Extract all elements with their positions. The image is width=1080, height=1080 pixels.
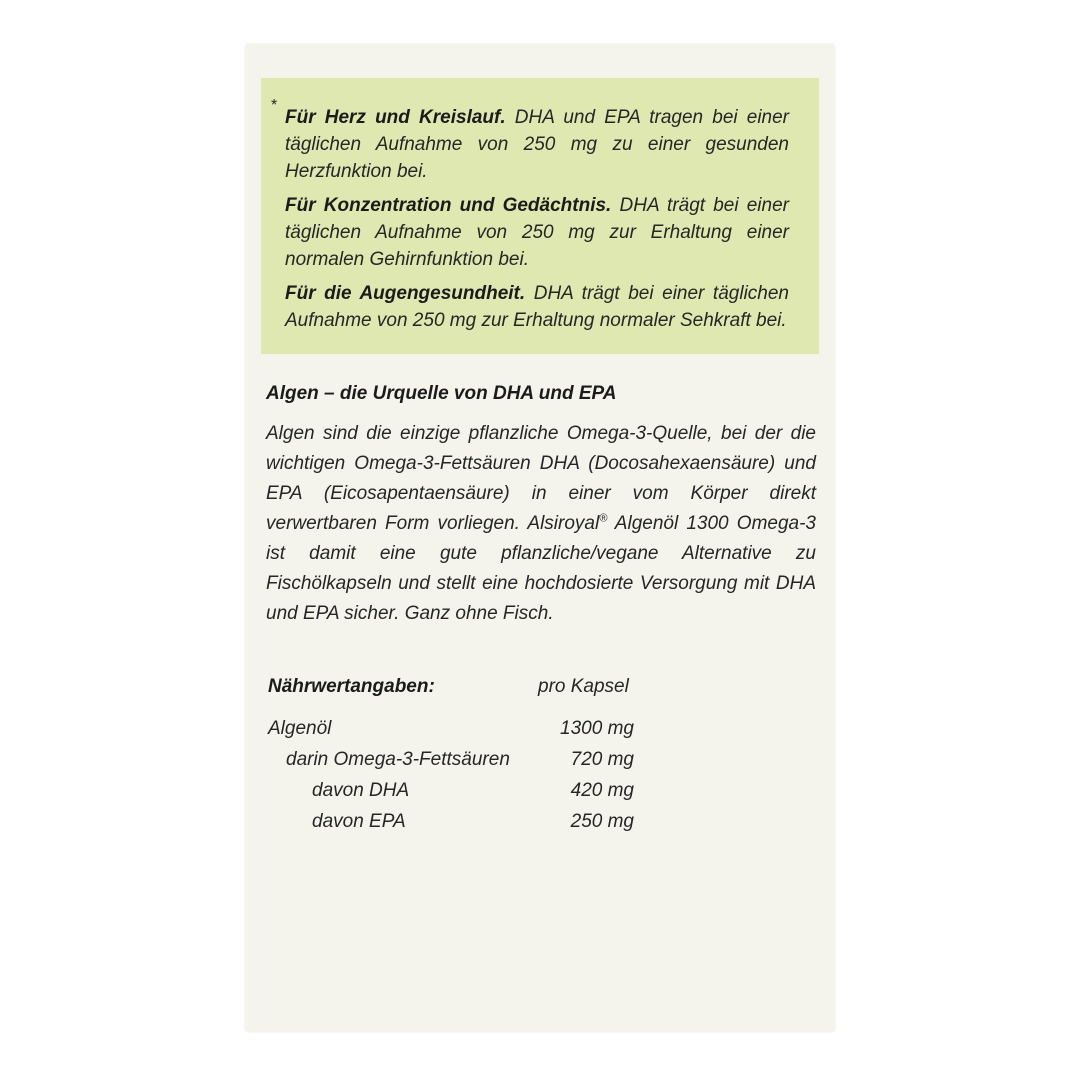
registered-trademark-mark: ® <box>599 512 608 525</box>
per-capsule-header: pro Kapsel <box>538 676 629 697</box>
nutrition-row <box>268 811 638 842</box>
claim-text: DHA trägt bei einer täglichen Aufnahme von 250 mg zur Erhaltung einer normalen Gehirnfunktion bei. <box>285 195 789 270</box>
algae-description-part2: Algenöl 1300 Omega-3 ist damit eine gute pflanzliche/vegane Alternative zu Fischölkapseln und stellt eine hochdosierte Versorgung mit DHA und EPA sicher. Ganz ohne Fisch. <box>266 513 816 624</box>
algae-description-part1: Algen sind die einzige pflanzliche Omega-3-Quelle, bei der die wichtigen Omega-3-Fettsäuren DHA (Docosahexaensäure) und EPA (Eicosapentaensäure) in einer vom Körper direkt verwertbaren Form vorliegen. Alsiroyal <box>266 423 816 534</box>
algae-heading: Algen – die Urquelle von DHA und EPA <box>266 383 617 404</box>
product-info-card <box>245 44 835 1032</box>
nutrient-value: 1300 mg <box>560 718 634 739</box>
claim-title: Für die Augengesundheit. <box>285 283 526 304</box>
claim-title: Für Herz und Kreislauf. <box>285 107 506 128</box>
claim-eyes <box>285 280 789 334</box>
claim-text: DHA und EPA tragen bei einer täglichen Aufnahme von 250 mg zu einer gesunden Herzfunktion bei. <box>285 107 790 182</box>
footnote-asterisk: * <box>271 97 278 114</box>
nutrition-table <box>268 676 638 842</box>
nutrient-name: davon EPA <box>312 811 406 832</box>
nutrition-row <box>268 749 638 780</box>
nutrition-row <box>268 718 638 749</box>
nutrient-name: Algenöl <box>268 718 332 739</box>
nutrient-value: 250 mg <box>570 811 634 832</box>
claim-title: Für Konzentration und Gedächtnis. <box>285 195 612 216</box>
nutrition-table-header <box>268 676 638 706</box>
nutrition-row <box>268 780 638 811</box>
nutrient-value: 420 mg <box>570 780 634 801</box>
claim-heart <box>271 97 790 185</box>
nutrition-title: Nährwertangaben: <box>268 676 435 697</box>
nutrient-value: 720 mg <box>570 749 634 770</box>
algae-description <box>266 419 816 629</box>
nutrient-name: darin Omega-3-Fettsäuren <box>286 749 510 770</box>
health-claims-box <box>261 78 819 354</box>
nutrient-name: davon DHA <box>312 780 410 801</box>
claim-text: DHA trägt bei einer täglichen Aufnahme von 250 mg zur Erhaltung normaler Sehkraft bei. <box>285 283 789 331</box>
claim-concentration <box>285 192 789 273</box>
